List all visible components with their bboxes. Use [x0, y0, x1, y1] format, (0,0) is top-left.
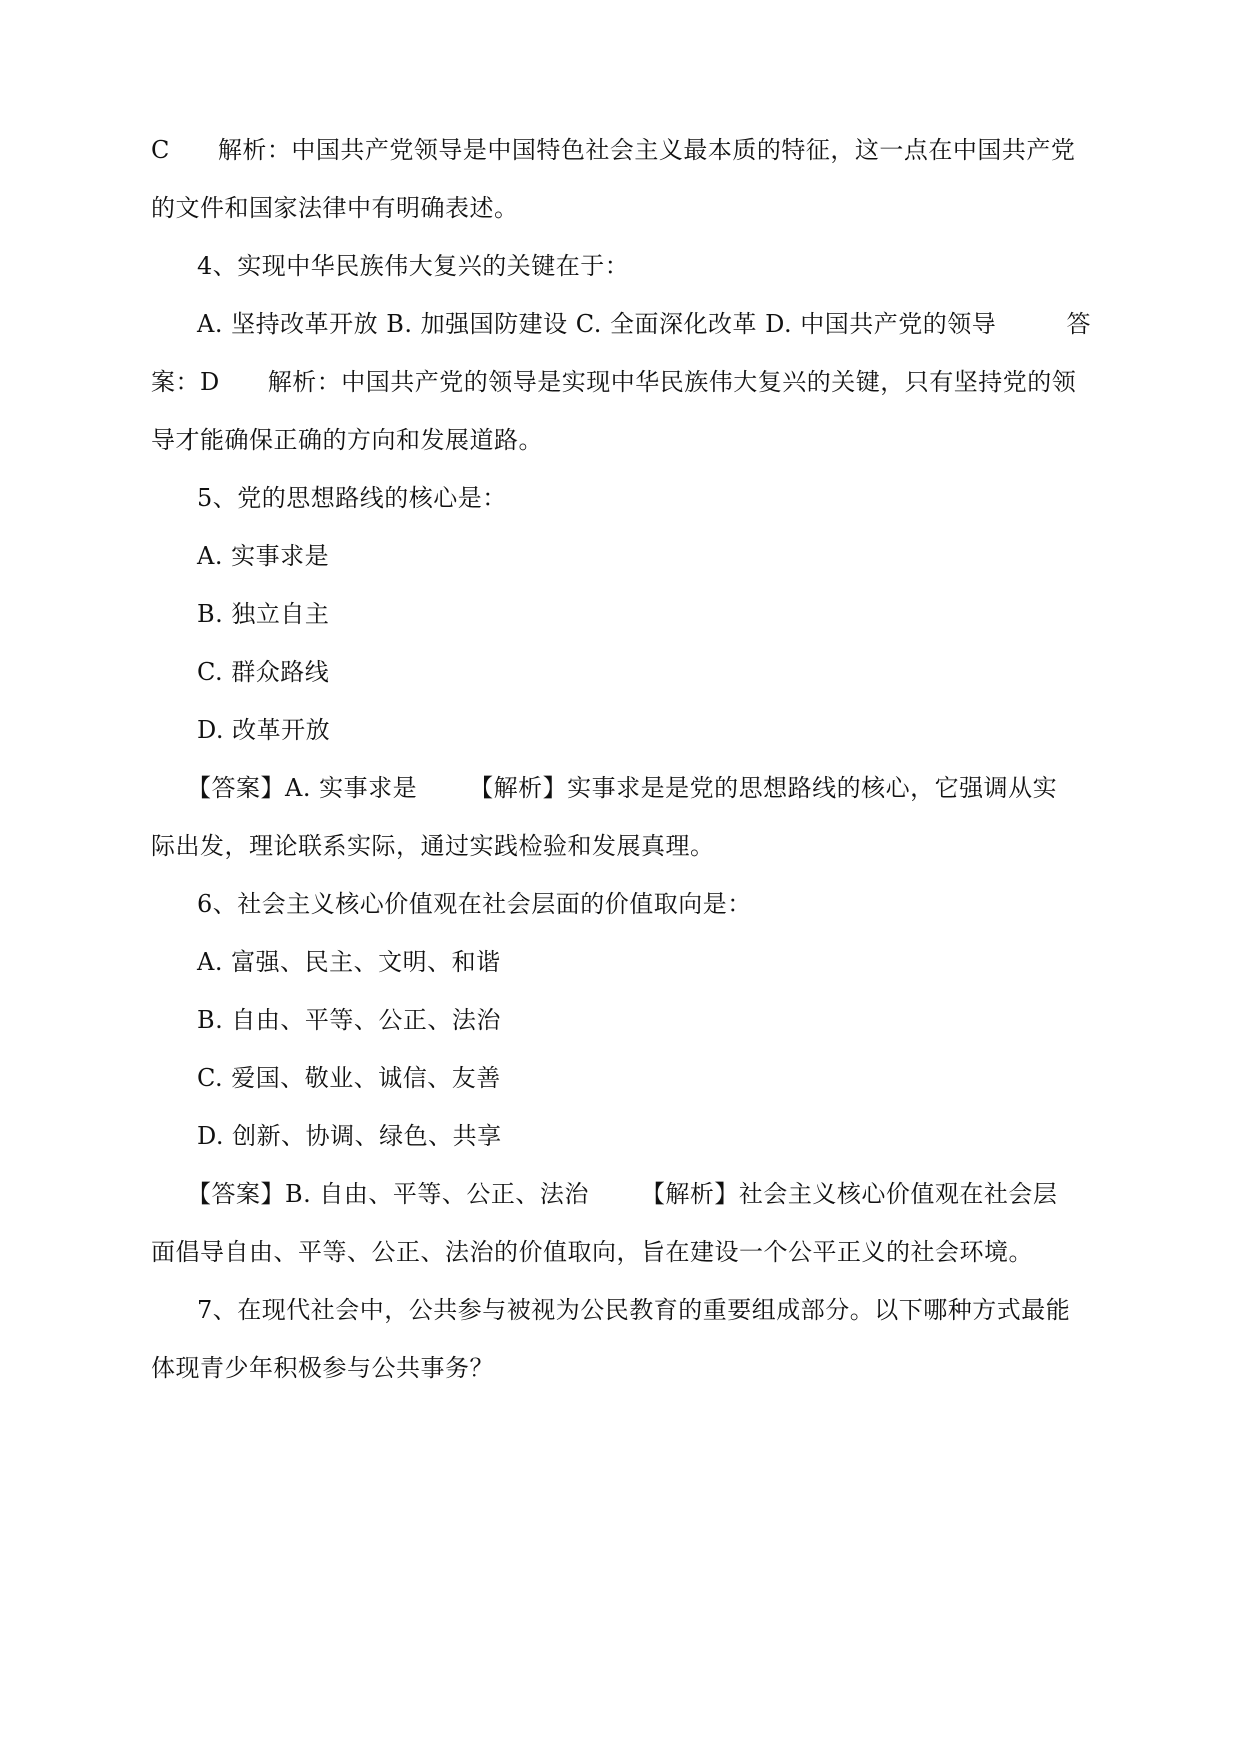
q5-option-d: D. 改革开放	[197, 716, 331, 744]
q5-answer: 【答案】A. 实事求是	[187, 774, 418, 802]
q3-explanation-line-2: 的文件和国家法律中有明确表述。	[151, 194, 519, 222]
q7-stem-line-2: 体现青少年积极参与公共事务？	[151, 1354, 494, 1382]
q6-option-d: D. 创新、协调、绿色、共享	[197, 1122, 502, 1150]
q4-options: A. 坚持改革开放 B. 加强国防建设 C. 全面深化改革 D. 中国共产党的领导	[197, 310, 997, 338]
q4-explanation-line-2: 导才能确保正确的方向和发展道路。	[151, 426, 543, 454]
q6-explanation-text: 【解析】社会主义核心价值观在社会层	[640, 1180, 1058, 1208]
q3-answer-letter: C	[151, 136, 170, 164]
q6-explanation-line-2: 面倡导自由、平等、公正、法治的价值取向，旨在建设一个公平正义的社会环境。	[151, 1238, 1033, 1266]
q6-option-b: B. 自由、平等、公正、法治	[197, 1006, 501, 1034]
q5-option-a: A. 实事求是	[197, 542, 330, 570]
q4-answer-prefix: 答	[1066, 310, 1091, 338]
q5-option-b: B. 独立自主	[197, 600, 330, 628]
q4-stem: 4、实现中华民族伟大复兴的关键在于：	[197, 252, 630, 280]
q6-answer: 【答案】B. 自由、平等、公正、法治	[187, 1180, 589, 1208]
q5-explanation-line-2: 际出发，理论联系实际，通过实践检验和发展真理。	[151, 832, 715, 860]
q5-explanation-text: 【解析】实事求是是党的思想路线的核心，它强调从实	[469, 774, 1058, 802]
q6-option-c: C. 爱国、敬业、诚信、友善	[197, 1064, 501, 1092]
q5-option-c: C. 群众路线	[197, 658, 330, 686]
q4-explanation-line-1	[151, 367, 1076, 397]
q5-stem: 5、党的思想路线的核心是：	[197, 484, 507, 512]
q6-answer-line	[187, 1179, 1057, 1209]
q4-explanation-text: 解析：中国共产党的领导是实现中华民族伟大复兴的关键，只有坚持党的领	[267, 368, 1077, 396]
q3-explanation-line-1	[151, 135, 1075, 165]
q3-explanation-text: 解析：中国共产党领导是中国特色社会主义最本质的特征，这一点在中国共产党	[217, 136, 1076, 164]
q6-stem: 6、社会主义核心价值观在社会层面的价值取向是：	[197, 890, 752, 918]
q5-answer-line	[187, 773, 1057, 803]
q4-answer: 案：D	[151, 368, 220, 396]
q7-stem-line-1: 7、在现代社会中，公共参与被视为公民教育的重要组成部分。以下哪种方式最能	[197, 1296, 1071, 1324]
q4-options-line	[197, 309, 1091, 339]
q6-option-a: A. 富强、民主、文明、和谐	[197, 948, 501, 976]
